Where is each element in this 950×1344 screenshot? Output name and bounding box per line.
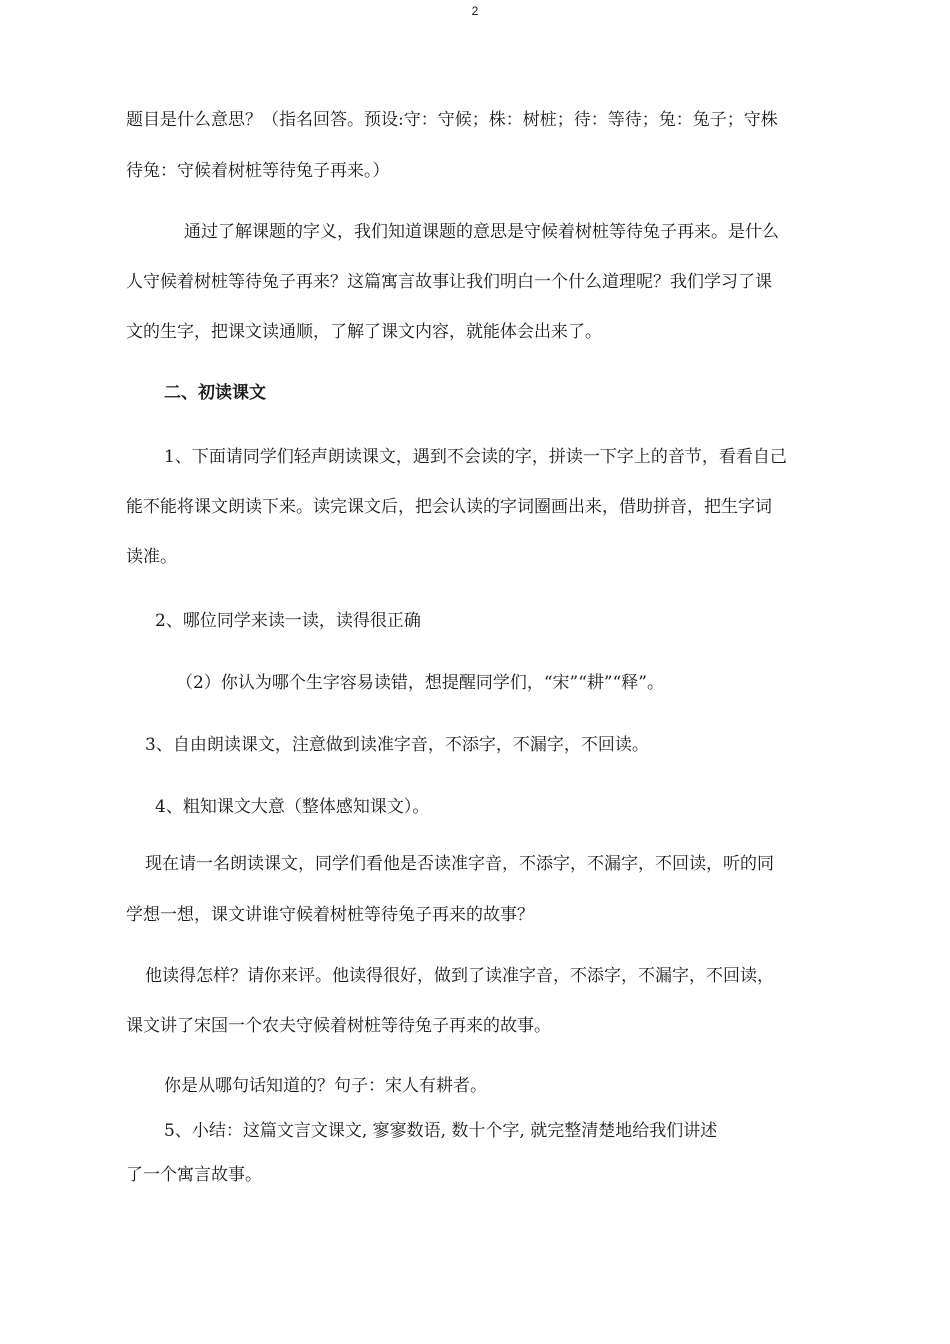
page-number: 2 [471,4,479,18]
text-line: 2、哪位同学来读一读，读得很正确 [155,611,421,631]
text-line: 能不能将课文朗读下来。读完课文后，把会认读的字词圈画出来，借助拼音，把生字词 [126,497,772,517]
text-line: 1、下面请同学们轻声朗读课文，遇到不会读的字，拼读一下字上的音节，看看自己 [164,447,787,467]
text-line: 课文讲了宋国一个农夫守候着树桩等待兔子再来的故事。 [126,1016,551,1036]
text-line: 3、自由朗读课文，注意做到读准字音，不添字，不漏字，不回读。 [145,735,649,755]
text-line: 题目是什么意思？（指名回答。预设:守：守候；株：树桩；待：等待；兔：兔子；守株 [126,110,778,130]
text-line: 人守候着树桩等待兔子再来？这篇寓言故事让我们明白一个什么道理呢？我们学习了课 [126,272,772,292]
text-line: 现在请一名朗读课文，同学们看他是否读准字音，不添字，不漏字，不回读，听的同 [145,854,774,874]
text-line: 文的生字，把课文读通顺，了解了课文内容，就能体会出来了。 [126,322,602,342]
text-line: 5、小结：这篇文言文课文, 寥寥数语, 数十个字, 就完整清楚地给我们讲述 [164,1121,718,1141]
section-heading: 二、初读课文 [164,383,266,403]
text-line: 学想一想，课文讲谁守候着树桩等待兔子再来的故事？ [126,905,534,925]
text-line: 读准。 [126,547,177,567]
text-line: 待兔：守候着树桩等待兔子再来。） [126,161,390,181]
text-line: 通过了解课题的字义，我们知道课题的意思是守候着树桩等待兔子再来。是什么 [184,222,779,242]
text-line: 了一个寓言故事。 [126,1165,262,1185]
text-line: 4、粗知课文大意（整体感知课文）。 [155,797,430,817]
text-line: 你是从哪句话知道的？句子：宋人有耕者。 [164,1076,487,1096]
text-line: （2）你认为哪个生字容易读错，想提醒同学们，“宋”“耕”“释”。 [176,673,664,693]
text-line: 他读得怎样？请你来评。他读得很好，做到了读准字音，不添字，不漏字，不回读， [145,966,774,986]
